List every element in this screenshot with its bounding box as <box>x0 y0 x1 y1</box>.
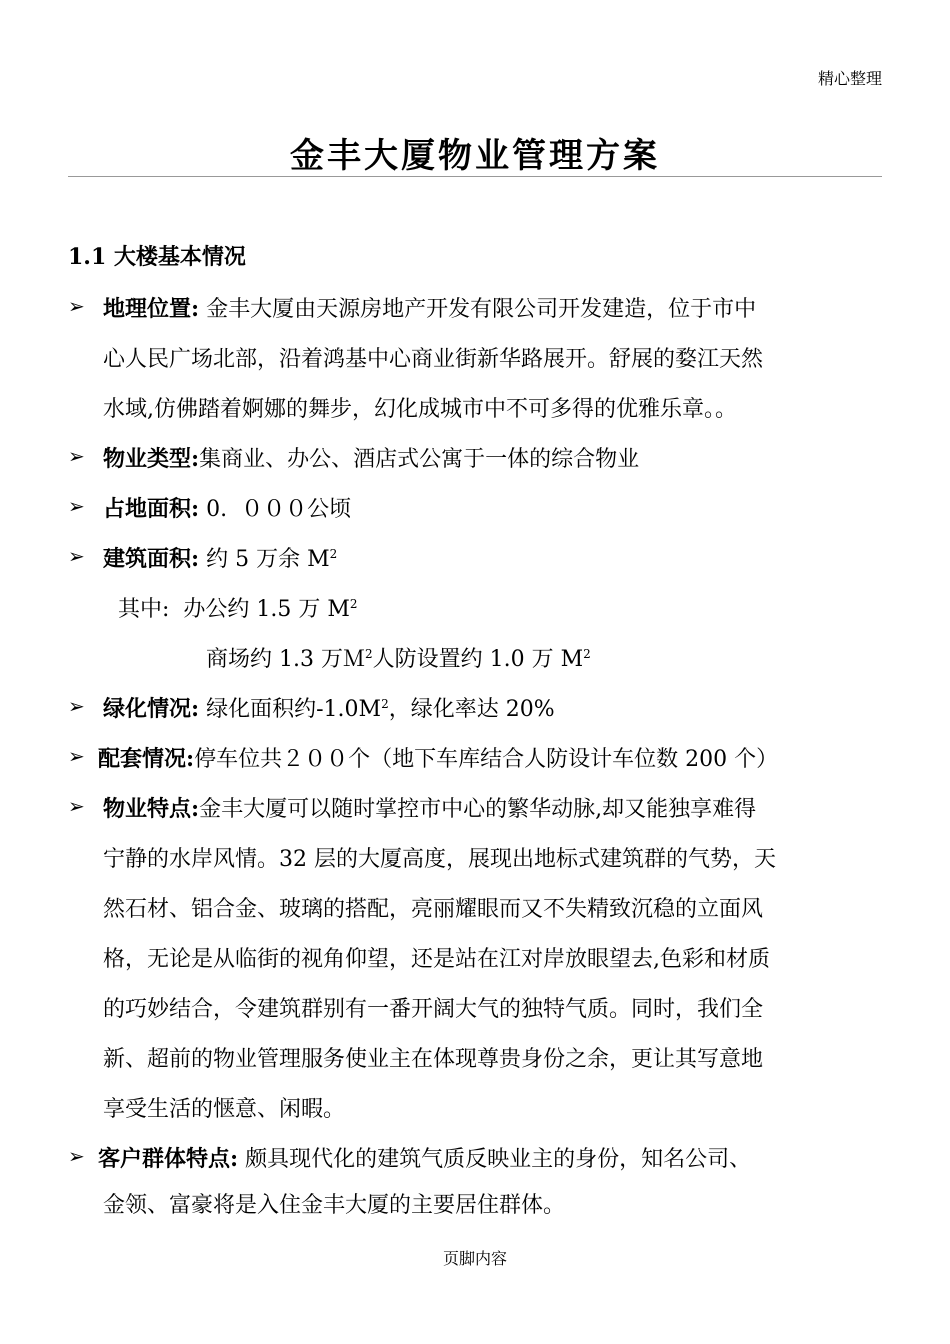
customers-label: 客户群体特点: <box>98 1146 239 1172</box>
title-divider <box>68 176 882 177</box>
building-area-text: 约 5 万余 M <box>199 547 330 572</box>
building-area-mall-text: 商场约 1.3 万Ｍ <box>206 647 365 672</box>
building-area-line <box>103 542 337 573</box>
facilities-label: 配套情况: <box>98 746 195 772</box>
greening-text: 绿化面积约-1.0M <box>199 697 382 722</box>
land-area-label: 占地面积: <box>103 496 200 522</box>
features-text-1: 金丰大厦可以随时掌控市中心的繁华动脉,却又能独享难得 <box>199 797 757 822</box>
features-line-3: 然石材、铝合金、玻璃的搭配，亮丽耀眼而又不失精致沉稳的立面风 <box>103 897 764 922</box>
location-label: 地理位置: <box>103 296 200 322</box>
building-area-civil-text: 人防设置约 1.0 万 M <box>372 647 584 672</box>
features-line-4: 格，无论是从临街的视角仰望，还是站在江对岸放眼望去,色彩和材质 <box>103 947 770 972</box>
building-area-civil-sup: 2 <box>583 647 591 661</box>
building-area-office-text: 其中: 办公约 1.5 万 M <box>118 597 350 622</box>
property-type-text: 集商业、办公、酒店式公寓于一体的综合物业 <box>199 447 640 472</box>
property-type-line <box>103 442 639 473</box>
features-line-7: 享受生活的惬意、闲暇。 <box>103 1097 346 1122</box>
header-note: 精心整理 <box>817 69 882 88</box>
location-line-1 <box>103 292 756 323</box>
greening-rate: ，绿化率达 20% <box>388 697 555 722</box>
location-line-2: 心人民广场北部，沿着鸿基中心商业街新华路展开。舒展的婺江天然 <box>103 347 764 372</box>
building-area-office-line <box>118 592 358 623</box>
building-area-mall-line <box>206 642 591 673</box>
customers-line-2: 金领、富豪将是入住金丰大厦的主要居住群体。 <box>103 1193 566 1218</box>
features-line-2: 宁静的水岸风情。32 层的大厦高度，展现出地标式建筑群的气势，天 <box>103 847 776 872</box>
property-type-label: 物业类型: <box>103 446 200 472</box>
land-area-line <box>103 492 351 523</box>
features-line-1 <box>103 792 756 823</box>
arrow-bullet-icon: ➢ <box>68 794 85 818</box>
location-text-1: 金丰大厦由天源房地产开发有限公司开发建造，位于市中 <box>199 297 757 322</box>
land-area-text: 0. ０００公顷 <box>199 497 352 522</box>
facilities-line <box>98 742 778 773</box>
arrow-bullet-icon: ➢ <box>68 444 85 468</box>
arrow-bullet-icon: ➢ <box>68 294 85 318</box>
page-footer: 页脚内容 <box>442 1249 507 1268</box>
arrow-bullet-icon: ➢ <box>68 744 85 768</box>
section-heading: 1.1 大楼基本情况 <box>68 244 246 270</box>
features-line-5: 的巧妙结合，令建筑群别有一番开阔大气的独特气质。同时，我们全 <box>103 997 764 1022</box>
customers-text-1: 颇具现代化的建筑气质反映业主的身份，知名公司、 <box>238 1147 752 1172</box>
page-title: 金丰大厦物业管理方案 <box>290 136 660 176</box>
building-area-sup: 2 <box>329 547 338 561</box>
greening-sup: 2 <box>381 697 389 711</box>
arrow-bullet-icon: ➢ <box>68 1144 85 1168</box>
arrow-bullet-icon: ➢ <box>68 494 85 518</box>
features-line-6: 新、超前的物业管理服务使业主在体现尊贵身份之余，更让其写意地 <box>103 1047 764 1072</box>
building-area-mall-sup: 2 <box>364 647 373 661</box>
features-label: 物业特点: <box>103 796 200 822</box>
building-area-office-sup: 2 <box>349 597 358 611</box>
location-line-3: 水域,仿佛踏着婀娜的舞步，幻化成城市中不可多得的优雅乐章。。 <box>103 397 737 422</box>
greening-label: 绿化情况: <box>103 696 200 722</box>
customers-line-1 <box>98 1142 751 1173</box>
greening-line <box>103 692 555 723</box>
arrow-bullet-icon: ➢ <box>68 694 85 718</box>
facilities-text: 停车位共２００个（地下车库结合人防设计车位数 200 个） <box>194 747 779 772</box>
arrow-bullet-icon: ➢ <box>68 544 85 568</box>
building-area-label: 建筑面积: <box>103 546 200 572</box>
